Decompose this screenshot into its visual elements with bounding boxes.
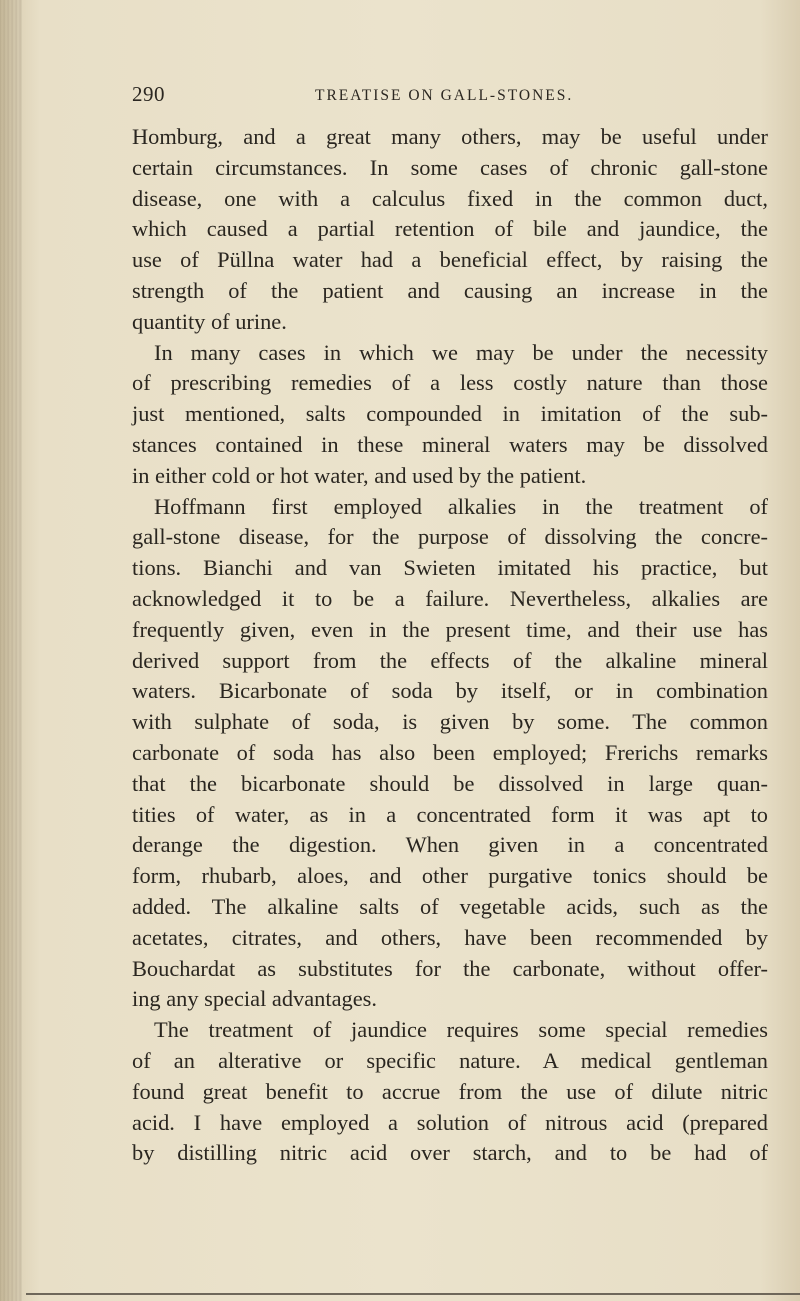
text-line: strength of the patient and causing an increase in the (132, 277, 768, 303)
text-line: certain circumstances. In some cases of chronic gall-stone (132, 154, 768, 180)
text-line: form, rhubarb, aloes, and other purgative tonics should be (132, 863, 768, 889)
text-line: gall-stone disease, for the purpose of dissolving the concre- (132, 524, 768, 550)
text-line: added. The alkaline salts of vegetable acids, such as the (132, 893, 768, 919)
text-line: derived support from the effects of the alkaline mineral (132, 647, 768, 673)
text-line: Hoffmann first employed alkalies in the treatment of (154, 493, 768, 519)
text-line: The treatment of jaundice requires some special remedies (154, 1017, 768, 1043)
text-line: quantity of urine. (132, 308, 287, 334)
text-line: found great benefit to accrue from the use of dilute nitric (132, 1078, 768, 1104)
body-text (132, 122, 768, 1169)
text-line: frequently given, even in the present time, and their use has (132, 616, 768, 642)
page-bottom-edge (26, 1293, 800, 1295)
text-line: which caused a partial retention of bile and jaundice, the (132, 216, 768, 242)
text-line: carbonate of soda has also been employed; Frerichs remarks (132, 739, 768, 765)
text-line: acid. I have employed a solution of nitrous acid (prepared (132, 1109, 768, 1135)
text-line: just mentioned, salts compounded in imitation of the sub- (132, 401, 768, 427)
text-line: tions. Bianchi and van Swieten imitated his practice, but (132, 555, 768, 581)
text-line: waters. Bicarbonate of soda by itself, or in combination (132, 678, 768, 704)
text-line: with sulphate of soda, is given by some. The common (132, 709, 768, 735)
text-line: acetates, citrates, and others, have been recommended by (132, 924, 768, 950)
text-line: in either cold or hot water, and used by the patient. (132, 462, 587, 488)
text-line: Bouchardat as substitutes for the carbonate, without offer- (132, 955, 768, 981)
text-line: by distilling nitric acid over starch, and to be had of (132, 1140, 768, 1166)
text-line: use of Püllna water had a beneficial effect, by raising the (132, 247, 768, 273)
text-line: disease, one with a calculus fixed in the common duct, (132, 185, 768, 211)
text-line: stances contained in these mineral waters may be dissolved (132, 431, 768, 457)
text-line: derange the digestion. When given in a concentrated (132, 832, 768, 858)
text-line: Homburg, and a great many others, may be useful under (132, 124, 768, 149)
text-line: that the bicarbonate should be dissolved in large quan- (132, 770, 768, 796)
text-line: In many cases in which we may be under the necessity (154, 339, 768, 365)
running-head: TREATISE ON GALL-STONES. (315, 87, 574, 104)
text-line: ing any special advantages. (132, 986, 377, 1012)
page-number: 290 (132, 82, 165, 106)
text-line: of an alterative or specific nature. A medical gentleman (132, 1047, 768, 1073)
text-line: tities of water, as in a concentrated form it was apt to (132, 801, 768, 827)
text-line: of prescribing remedies of a less costly nature than those (132, 370, 768, 396)
page-header (0, 82, 800, 112)
text-line: acknowledged it to be a failure. Nevertheless, alkalies are (132, 585, 768, 611)
binding-gutter (0, 0, 22, 1301)
